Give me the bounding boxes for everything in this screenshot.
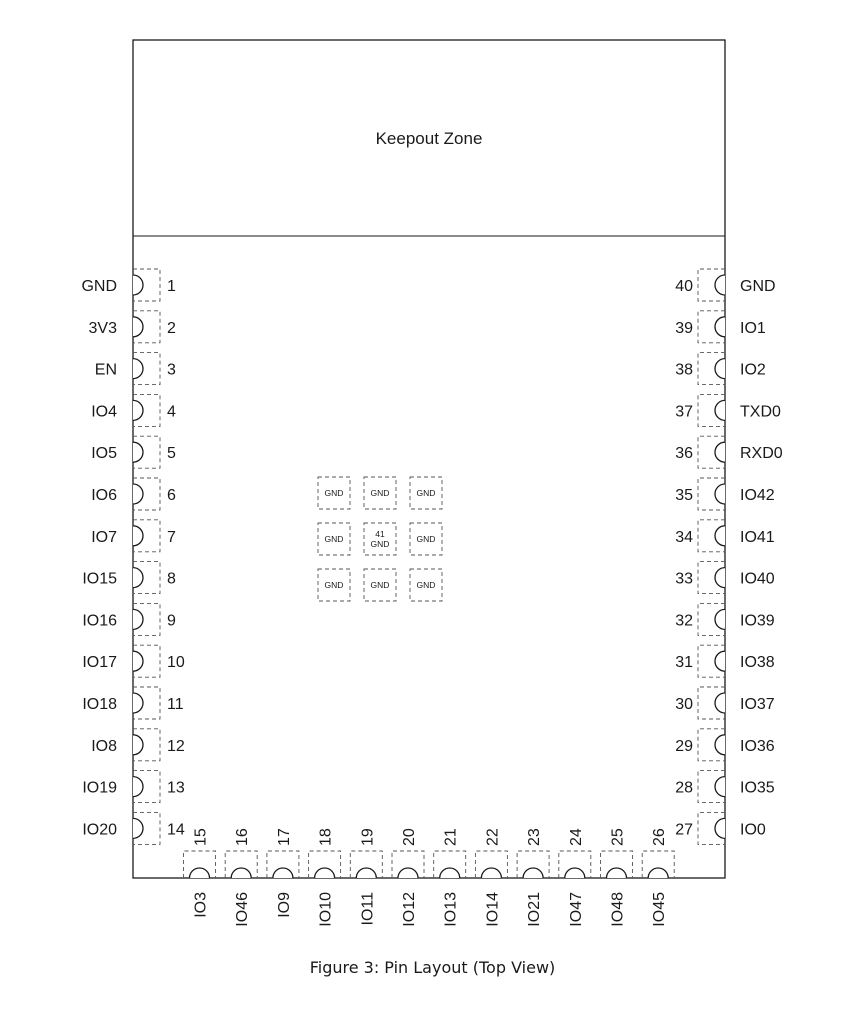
pin-number: 31 bbox=[675, 654, 693, 672]
pin-9 bbox=[82, 603, 176, 635]
pin-number: 19 bbox=[359, 828, 377, 846]
pin-number: 5 bbox=[167, 445, 176, 463]
pin-name: IO38 bbox=[740, 654, 775, 672]
pin-number: 28 bbox=[675, 779, 693, 797]
pin-17 bbox=[267, 828, 299, 918]
pin-name: IO35 bbox=[740, 779, 775, 797]
pin-name: IO36 bbox=[740, 737, 775, 755]
pin-name: RXD0 bbox=[740, 445, 783, 463]
pin-name: IO11 bbox=[359, 892, 377, 926]
pin-notch bbox=[715, 568, 725, 588]
pad-label: GND bbox=[416, 488, 436, 498]
pin-name: GND bbox=[81, 278, 117, 295]
figure-caption: Figure 3: Pin Layout (Top View) bbox=[309, 958, 556, 977]
pin-name: IO8 bbox=[91, 737, 117, 755]
pin-notch bbox=[133, 442, 143, 462]
pin-number: 17 bbox=[275, 828, 293, 846]
pin-notch bbox=[398, 868, 418, 878]
pin-38 bbox=[675, 353, 766, 385]
pin-name: 3V3 bbox=[88, 319, 117, 337]
pin-notch bbox=[133, 400, 143, 420]
pin-name: IO7 bbox=[91, 528, 117, 546]
pin-number: 11 bbox=[167, 696, 184, 713]
ground-pad bbox=[410, 569, 442, 601]
pin-number: 1 bbox=[167, 278, 176, 295]
pin-number: 21 bbox=[442, 828, 460, 846]
pin-number: 13 bbox=[167, 779, 185, 797]
pin-number: 7 bbox=[167, 528, 176, 546]
pin-name: IO4 bbox=[91, 403, 117, 421]
pin-number: 18 bbox=[317, 828, 335, 846]
pin-number: 29 bbox=[675, 737, 693, 755]
pin-notch bbox=[133, 777, 143, 797]
pin-number: 30 bbox=[675, 696, 693, 713]
pin-number: 16 bbox=[234, 828, 252, 846]
ground-pad-41 bbox=[364, 523, 396, 555]
pin-number: 27 bbox=[675, 821, 693, 839]
pin-37 bbox=[675, 394, 781, 426]
ground-pad bbox=[318, 523, 350, 555]
pin-notch bbox=[715, 484, 725, 504]
pin-notch bbox=[715, 359, 725, 379]
pin-notch bbox=[648, 868, 668, 878]
pin-notch bbox=[715, 735, 725, 755]
ground-pad bbox=[410, 477, 442, 509]
pin-notch bbox=[133, 609, 143, 629]
pin-notch bbox=[715, 693, 725, 713]
pin-name: IO46 bbox=[234, 892, 252, 927]
pin-name: IO47 bbox=[567, 892, 585, 927]
pin-notch bbox=[231, 868, 251, 878]
pin-name: TXD0 bbox=[740, 403, 781, 421]
pin-name: IO9 bbox=[275, 892, 293, 918]
pin-notch bbox=[133, 735, 143, 755]
pin-name: IO39 bbox=[740, 612, 775, 630]
module-outline bbox=[133, 40, 725, 878]
pin-number: 6 bbox=[167, 487, 176, 504]
pin-notch bbox=[715, 275, 725, 295]
pin-name: IO16 bbox=[82, 612, 117, 630]
pin-number: 33 bbox=[675, 570, 693, 588]
pin-name: IO45 bbox=[651, 892, 669, 927]
pin-name: IO14 bbox=[484, 892, 502, 927]
pin-notch bbox=[133, 275, 143, 295]
pin-notch bbox=[607, 868, 627, 878]
pin-notch bbox=[133, 818, 143, 838]
pin-notch bbox=[273, 868, 293, 878]
pin-number: 32 bbox=[675, 612, 693, 630]
keepout-zone-label: Keepout Zone bbox=[375, 129, 483, 148]
pin-name: IO41 bbox=[740, 528, 775, 546]
pin-number: 22 bbox=[484, 828, 502, 846]
ground-pad bbox=[410, 523, 442, 555]
pin-19 bbox=[350, 828, 382, 925]
pin-name: IO10 bbox=[317, 892, 335, 927]
pin-12 bbox=[91, 729, 185, 761]
pin-number: 3 bbox=[167, 361, 176, 379]
pin-name: IO48 bbox=[609, 892, 627, 927]
pin-name: IO42 bbox=[740, 487, 775, 504]
pin-15 bbox=[184, 828, 216, 918]
pin-notch bbox=[315, 868, 335, 878]
pin-name: IO1 bbox=[740, 319, 766, 337]
pin-notch bbox=[523, 868, 543, 878]
pin-number: 2 bbox=[167, 319, 176, 337]
pin-2 bbox=[89, 311, 176, 343]
pin-name: IO37 bbox=[740, 696, 775, 713]
pin-number: 35 bbox=[675, 487, 693, 504]
pin-name: IO20 bbox=[82, 821, 117, 839]
pin-name: IO3 bbox=[192, 892, 210, 918]
pin-notch bbox=[133, 359, 143, 379]
ground-pad bbox=[364, 477, 396, 509]
pin-notch bbox=[715, 526, 725, 546]
ground-pad bbox=[318, 569, 350, 601]
pin-notch bbox=[133, 693, 143, 713]
pad-label: GND bbox=[370, 488, 390, 498]
pin-notch bbox=[715, 609, 725, 629]
pin-notch bbox=[565, 868, 585, 878]
pin-name: IO2 bbox=[740, 361, 766, 379]
pin-name: IO40 bbox=[740, 570, 775, 588]
pin-name: IO13 bbox=[442, 892, 460, 927]
pin-notch bbox=[715, 777, 725, 797]
pin-number: 8 bbox=[167, 570, 176, 588]
right-pin-column bbox=[675, 269, 783, 844]
pad-label: GND bbox=[416, 580, 436, 590]
pad-label: GND bbox=[370, 580, 390, 590]
pin-notch bbox=[481, 868, 501, 878]
ground-pad bbox=[318, 477, 350, 509]
pin-name: IO6 bbox=[91, 487, 117, 504]
pad-label: GND bbox=[324, 488, 344, 498]
pin-notch bbox=[133, 526, 143, 546]
pin-number: 24 bbox=[567, 828, 585, 846]
pin-number: 12 bbox=[167, 737, 185, 755]
pin-number: 10 bbox=[167, 654, 185, 672]
pad-label: GND bbox=[324, 580, 344, 590]
pin-notch bbox=[356, 868, 376, 878]
pin-1 bbox=[81, 269, 176, 301]
pin-number: 40 bbox=[675, 278, 693, 295]
pin-notch bbox=[133, 484, 143, 504]
pin-number: 36 bbox=[675, 445, 693, 463]
ground-pad bbox=[364, 569, 396, 601]
pin-number: 37 bbox=[675, 403, 693, 421]
pin-name: GND bbox=[740, 278, 776, 295]
pad-label: GND bbox=[370, 539, 390, 549]
pin-notch bbox=[715, 651, 725, 671]
pin-8 bbox=[82, 562, 176, 594]
center-ground-pads bbox=[318, 477, 442, 601]
pin-notch bbox=[715, 317, 725, 337]
pin-3 bbox=[95, 353, 176, 385]
pin-name: IO12 bbox=[401, 892, 418, 927]
pin-name: IO21 bbox=[526, 892, 544, 927]
pin-name: EN bbox=[94, 361, 117, 379]
pin-notch bbox=[440, 868, 460, 878]
pin-39 bbox=[675, 311, 766, 343]
pad-label: GND bbox=[324, 534, 344, 544]
pin-number: 26 bbox=[651, 828, 669, 846]
pin-number: 34 bbox=[675, 528, 693, 546]
pin-name: IO0 bbox=[740, 821, 766, 839]
pin-notch bbox=[715, 400, 725, 420]
pin-name: IO5 bbox=[91, 445, 117, 463]
pin-number: 39 bbox=[675, 319, 693, 337]
pin-number: 15 bbox=[192, 828, 210, 846]
pin-name: IO19 bbox=[82, 779, 117, 797]
pin-notch bbox=[133, 651, 143, 671]
pin-notch bbox=[133, 568, 143, 588]
pin-notch bbox=[715, 442, 725, 462]
pin-name: IO18 bbox=[82, 696, 117, 713]
pin-number: 38 bbox=[675, 361, 693, 379]
pad-label: GND bbox=[416, 534, 436, 544]
pin-number: 23 bbox=[526, 828, 544, 846]
pin-name: IO15 bbox=[82, 570, 117, 588]
pin-number: 14 bbox=[167, 821, 185, 839]
pad-number: 41 bbox=[375, 529, 385, 539]
pin-notch bbox=[715, 818, 725, 838]
pin-36 bbox=[675, 436, 783, 468]
pin-27 bbox=[675, 812, 766, 844]
pin-notch bbox=[133, 317, 143, 337]
pin-notch bbox=[190, 868, 210, 878]
pin-number: 20 bbox=[401, 828, 418, 846]
pin-number: 25 bbox=[609, 828, 627, 846]
pin-number: 9 bbox=[167, 612, 176, 630]
pin-name: IO17 bbox=[82, 654, 117, 672]
pin-number: 4 bbox=[167, 403, 176, 421]
